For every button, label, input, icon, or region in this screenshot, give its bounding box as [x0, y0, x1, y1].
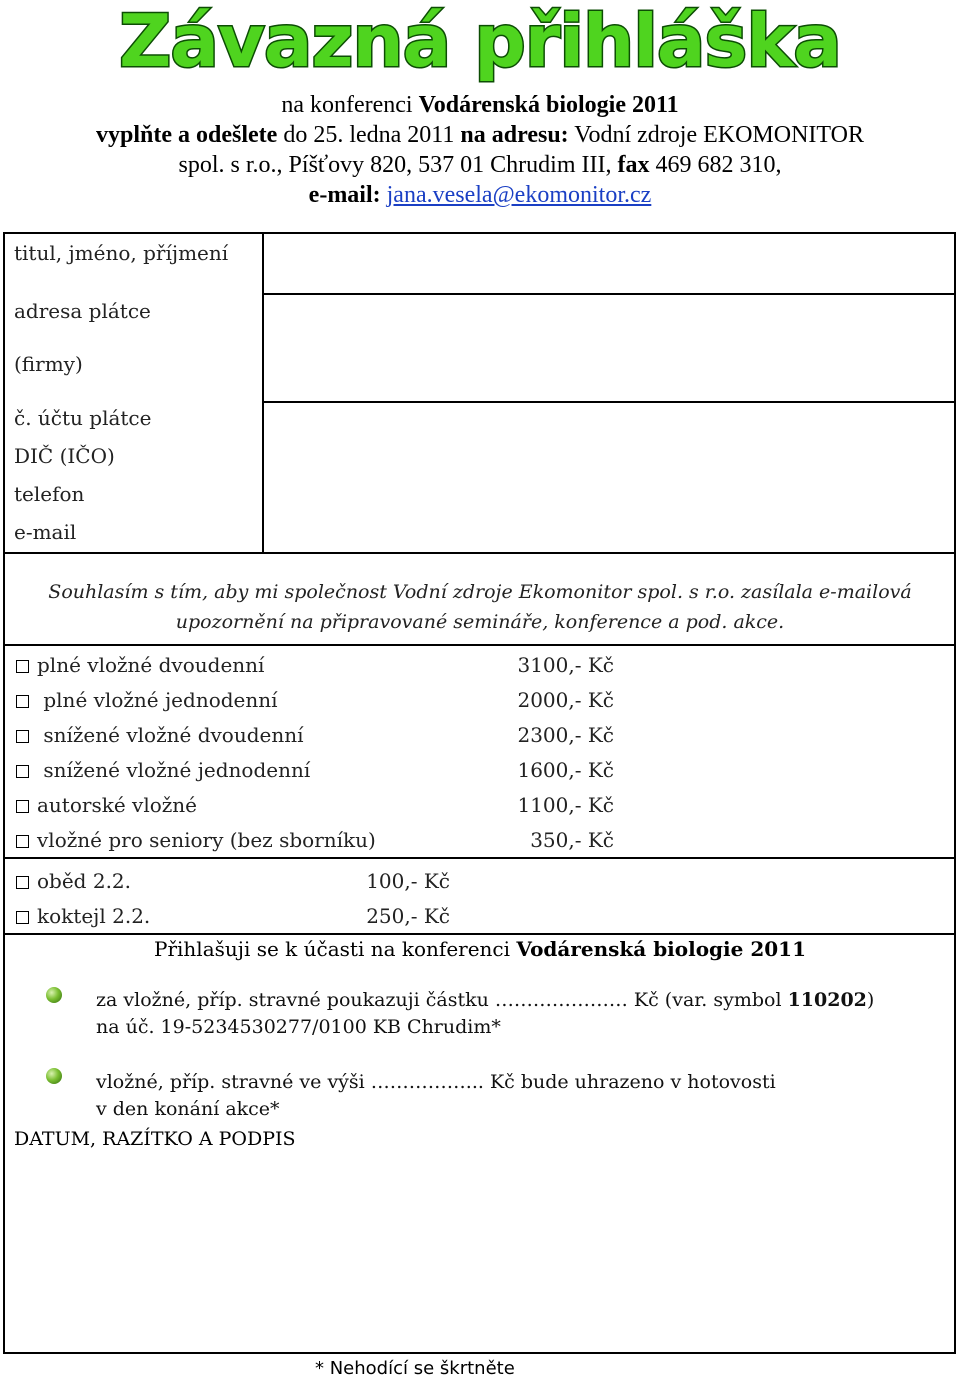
field-label-account: č. účtu plátce: [14, 406, 152, 430]
extra-label: oběd 2.2.: [37, 869, 132, 893]
checkbox[interactable]: [16, 911, 29, 924]
field-label-email: e-mail: [14, 520, 77, 544]
fee-label: plné vložné jednodenní: [37, 688, 278, 712]
fee-price: 2300,- Kč: [517, 723, 614, 747]
field-label-vat-id: DIČ (IČO): [14, 444, 115, 468]
fee-label: plné vložné dvoudenní: [37, 653, 265, 677]
fee-label: vložné pro seniory (bez sborníku): [37, 828, 376, 852]
field-label-company: (firmy): [14, 352, 83, 376]
checkbox[interactable]: [16, 730, 29, 743]
checkbox[interactable]: [16, 660, 29, 673]
fee-price: 3100,- Kč: [517, 653, 614, 677]
header-line-2: [0, 120, 960, 150]
email-link[interactable]: jana.vesela@ekomonitor.cz: [386, 182, 652, 208]
header-email-label: e-mail:: [308, 182, 387, 208]
extra-label: koktejl 2.2.: [37, 904, 151, 928]
payment-transfer-text: ): [866, 989, 875, 1011]
fee-option[interactable]: [16, 652, 264, 678]
fee-price: 2000,- Kč: [517, 688, 614, 712]
header-address: spol. s r.o., Píšťovy 820, 537 01 Chrudim III,: [178, 152, 618, 178]
checkbox[interactable]: [16, 800, 29, 813]
header-company: Vodní zdroje EKOMONITOR: [568, 122, 864, 148]
payment-option-transfer: [96, 987, 874, 1014]
header-fax-label: fax: [617, 152, 650, 178]
signature-label: DATUM, RAZÍTKO A PODPIS: [14, 1128, 296, 1150]
checkbox[interactable]: [16, 765, 29, 778]
fee-option[interactable]: [16, 757, 310, 783]
fee-option[interactable]: [16, 722, 304, 748]
extra-price: 100,- Kč: [366, 869, 450, 893]
fee-option[interactable]: [16, 827, 376, 853]
field-label-phone: telefon: [14, 482, 85, 506]
fee-label: autorské vložné: [37, 793, 198, 817]
bullet-icon: [46, 1068, 62, 1084]
table-column-divider: [262, 233, 264, 553]
extra-price: 250,- Kč: [366, 904, 450, 928]
payment-cash-note: v den konání akce*: [96, 1098, 280, 1120]
bank-account: na úč. 19-5234530277/0100 KB Chrudim*: [96, 1016, 501, 1038]
header-address-label: na adresu:: [460, 122, 569, 148]
consent-line-1: Souhlasím s tím, aby mi společnost Vodní zdroje Ekomonitor spol. s r.o. zasílala e-mailová: [48, 581, 912, 603]
variable-symbol: 110202: [787, 989, 867, 1011]
section-rule: [4, 933, 956, 935]
consent-line-2: upozornění na připravované semináře, konference a pod. akce.: [175, 611, 785, 633]
header-instruction: vyplňte a odešlete: [96, 122, 278, 148]
fee-price: 1600,- Kč: [517, 758, 614, 782]
header-fax: 469 682 310,: [649, 152, 782, 178]
form-title: Závazná přihláška: [119, 0, 841, 83]
fee-price: 1100,- Kč: [517, 793, 614, 817]
payment-option-cash: vložné, příp. stravné ve výši ……………... Kč bude uhrazeno v hotovosti: [96, 1071, 776, 1093]
registration-statement: [0, 936, 960, 962]
fee-label: snížené vložné dvoudenní: [37, 723, 304, 747]
header-line-3: [0, 150, 960, 180]
fee-label: snížené vložné jednodenní: [37, 758, 311, 782]
fee-price: 350,- Kč: [530, 828, 614, 852]
field-label-name: titul, jméno, příjmení: [14, 241, 229, 265]
conference-name: Vodárenská biologie 2011: [418, 92, 679, 118]
extra-option[interactable]: [16, 868, 131, 894]
registration-text: Přihlašuji se k účasti na konferenci: [154, 937, 517, 961]
footnote: * Nehodící se škrtněte: [315, 1358, 515, 1379]
checkbox[interactable]: [16, 835, 29, 848]
bullet-icon: [46, 987, 62, 1003]
fee-option[interactable]: [16, 687, 278, 713]
section-rule: [4, 857, 956, 859]
fee-option[interactable]: [16, 792, 197, 818]
header-deadline: do 25. ledna 2011: [277, 122, 461, 148]
payment-transfer-text: za vložné, příp. stravné poukazuji částku ………………… Kč (var. symbol: [96, 989, 788, 1011]
header-text: na konferenci: [281, 92, 419, 118]
table-rule: [4, 552, 956, 554]
header-line-1: [0, 90, 960, 120]
extra-option[interactable]: [16, 903, 150, 929]
table-rule: [264, 293, 956, 295]
checkbox[interactable]: [16, 695, 29, 708]
table-rule: [264, 401, 956, 403]
field-label-address: adresa plátce: [14, 299, 151, 323]
header-line-4: [0, 180, 960, 210]
checkbox[interactable]: [16, 876, 29, 889]
registration-conference: Vodárenská biologie 2011: [516, 937, 806, 961]
section-rule: [4, 644, 956, 646]
